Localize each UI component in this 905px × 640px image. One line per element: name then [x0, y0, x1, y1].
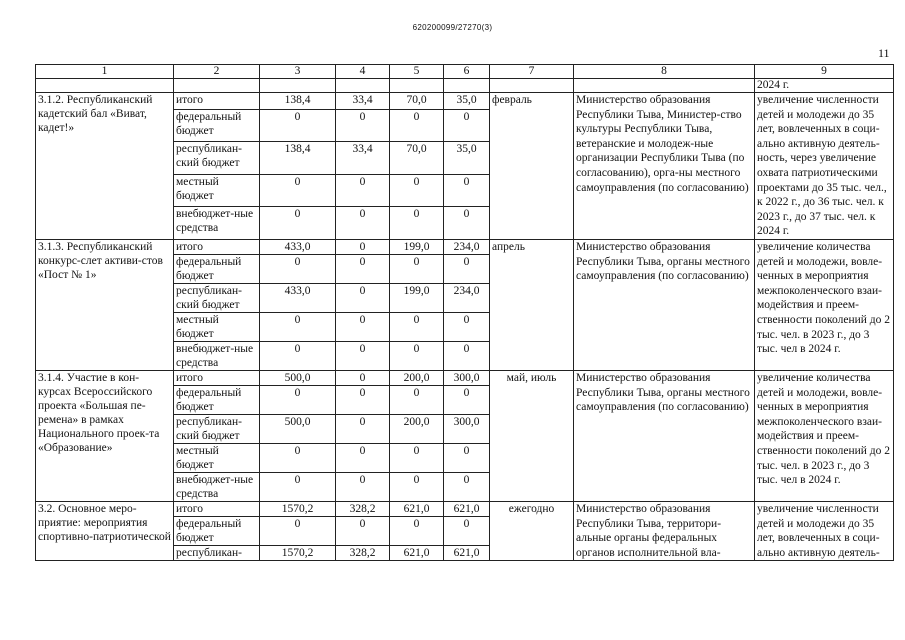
value-total: 0: [260, 341, 336, 370]
value-2023: 0: [390, 207, 444, 240]
value-2022: 328,2: [336, 501, 390, 516]
value-2022: 0: [336, 385, 390, 414]
value-2022: 328,2: [336, 546, 390, 561]
value-2024: 0: [444, 174, 490, 207]
executor: Министерство образования Республики Тыва, органы местного самоуправления (по согласованию): [574, 239, 755, 370]
value-2022: 0: [336, 207, 390, 240]
funding-source: федеральный бюджет: [174, 254, 260, 283]
value-2024: 300,0: [444, 370, 490, 385]
executor: Министерство образования Республики Тыва, территори-альные органы федеральных органов исполнительной вла-: [574, 501, 755, 560]
funding-source: внебюджет-ные средства: [174, 207, 260, 240]
value-total: 0: [260, 174, 336, 207]
value-2024: 0: [444, 341, 490, 370]
value-2022: 33,4: [336, 93, 390, 110]
value-total: 0: [260, 385, 336, 414]
column-header: 5: [390, 65, 444, 79]
value-2023: 0: [390, 254, 444, 283]
column-header: 4: [336, 65, 390, 79]
result: увеличение численности детей и молодежи до 35 лет, вовлеченных в соци-ально активную деятель-: [755, 501, 894, 560]
measure-name: 3.1.4. Участие в кон-курсах Всероссийского проекта «Большая пе-ремена» в рамках Национального проек-та «Образование»: [36, 370, 174, 501]
value-2023: 0: [390, 312, 444, 341]
value-2022: 0: [336, 443, 390, 472]
funding-source: республикан-ский бюджет: [174, 414, 260, 443]
value-2023: 70,0: [390, 142, 444, 175]
value-total: 0: [260, 109, 336, 142]
funding-source: местный бюджет: [174, 312, 260, 341]
value-2023: 621,0: [390, 501, 444, 516]
value-2022: 0: [336, 283, 390, 312]
value-2022: 0: [336, 370, 390, 385]
value-2024: 234,0: [444, 283, 490, 312]
value-total: 0: [260, 254, 336, 283]
measure-name: 3.2. Основное меро-приятие: мероприятия спортивно-патриотической: [36, 501, 174, 560]
table-row: [36, 501, 894, 516]
column-header: 8: [574, 65, 755, 79]
funding-source: республикан-ский бюджет: [174, 283, 260, 312]
value-2022: 0: [336, 254, 390, 283]
value-2023: 0: [390, 174, 444, 207]
value-2023: 0: [390, 385, 444, 414]
result: увеличение количества детей и молодежи, вовле-ченных в мероприятия межпоколенческого взаи-модействия и преем-ственности поколений до 2 тыс. чел. в 2023 г., до 3 тыс. чел в 2024 г.: [755, 239, 894, 370]
period: апрель: [490, 239, 574, 370]
funding-source: итого: [174, 93, 260, 110]
value-2022: 0: [336, 312, 390, 341]
value-total: 433,0: [260, 239, 336, 254]
measure-name: 3.1.3. Республиканский конкурс-слет активи-стов «Пост № 1»: [36, 239, 174, 370]
column-number-row: [36, 65, 894, 79]
funding-source: республикан-: [174, 546, 260, 561]
result: увеличение количества детей и молодежи, вовле-ченных в мероприятия межпоколенческого взаи-модействия и преем-ственности поколений до 2 тыс. чел. в 2023 г., до 3 тыс. чел в 2024 г.: [755, 370, 894, 501]
funding-source: местный бюджет: [174, 174, 260, 207]
funding-source: федеральный бюджет: [174, 517, 260, 546]
funding-source: итого: [174, 239, 260, 254]
value-total: 500,0: [260, 414, 336, 443]
value-2022: 33,4: [336, 142, 390, 175]
value-2022: 0: [336, 414, 390, 443]
funding-source: итого: [174, 370, 260, 385]
value-2024: 0: [444, 254, 490, 283]
value-2023: 200,0: [390, 414, 444, 443]
value-2023: 621,0: [390, 546, 444, 561]
value-2023: 199,0: [390, 239, 444, 254]
value-2023: 70,0: [390, 93, 444, 110]
result-continuation: 2024 г.: [755, 79, 894, 93]
funding-source: итого: [174, 501, 260, 516]
column-header: 3: [260, 65, 336, 79]
table-row: [36, 239, 894, 254]
value-2024: 234,0: [444, 239, 490, 254]
value-total: 1570,2: [260, 501, 336, 516]
column-header: 1: [36, 65, 174, 79]
executor: Министерство образования Республики Тыва, Министер-ство культуры Республики Тыва, ветеранские и молодеж-ные организации Республики Тыва (по согласованию), орга-ны местного самоуправления (по согласованию): [574, 93, 755, 240]
value-2023: 0: [390, 109, 444, 142]
value-total: 138,4: [260, 142, 336, 175]
value-2024: 621,0: [444, 546, 490, 561]
value-2022: 0: [336, 174, 390, 207]
value-total: 1570,2: [260, 546, 336, 561]
column-header: 2: [174, 65, 260, 79]
column-header: 6: [444, 65, 490, 79]
document-code: 620200099/27270(3): [412, 23, 493, 32]
value-2024: 0: [444, 385, 490, 414]
value-total: 0: [260, 207, 336, 240]
funding-source: федеральный бюджет: [174, 109, 260, 142]
period: ежегодно: [490, 501, 574, 560]
value-2024: 0: [444, 443, 490, 472]
page-number: 11: [878, 46, 890, 60]
value-2022: 0: [336, 239, 390, 254]
value-2023: 0: [390, 472, 444, 501]
value-2024: 0: [444, 472, 490, 501]
continuation-row: [36, 79, 894, 93]
column-header: 9: [755, 65, 894, 79]
table-row: [36, 93, 894, 110]
value-2024: 300,0: [444, 414, 490, 443]
value-total: 433,0: [260, 283, 336, 312]
executor: Министерство образования Республики Тыва, органы местного самоуправления (по согласованию): [574, 370, 755, 501]
value-2024: 35,0: [444, 93, 490, 110]
period: февраль: [490, 93, 574, 240]
value-2024: 621,0: [444, 501, 490, 516]
value-2024: 0: [444, 207, 490, 240]
value-2023: 200,0: [390, 370, 444, 385]
budget-table: [35, 64, 894, 561]
funding-source: республикан-ский бюджет: [174, 142, 260, 175]
value-total: 0: [260, 312, 336, 341]
value-2023: 0: [390, 517, 444, 546]
measure-name: 3.1.2. Республиканский кадетский бал «Виват, кадет!»: [36, 93, 174, 240]
value-total: 0: [260, 443, 336, 472]
value-2024: 35,0: [444, 142, 490, 175]
value-2022: 0: [336, 517, 390, 546]
value-2023: 199,0: [390, 283, 444, 312]
value-2024: 0: [444, 109, 490, 142]
funding-source: внебюджет-ные средства: [174, 341, 260, 370]
value-2024: 0: [444, 312, 490, 341]
value-2022: 0: [336, 341, 390, 370]
value-total: 500,0: [260, 370, 336, 385]
result: увеличение численности детей и молодежи до 35 лет, вовлеченных в соци-ально активную деятель-ность, через увеличение охвата патриотическими проектами до 35 тыс. чел., к 2022 г., до 36 тыс. чел. к 2023 г., до 37 тыс. чел. к 2024 г.: [755, 93, 894, 240]
value-2022: 0: [336, 472, 390, 501]
value-2024: 0: [444, 517, 490, 546]
table-row: [36, 370, 894, 385]
value-total: 0: [260, 517, 336, 546]
value-total: 138,4: [260, 93, 336, 110]
period: май, июль: [490, 370, 574, 501]
value-2023: 0: [390, 341, 444, 370]
funding-source: внебюджет-ные средства: [174, 472, 260, 501]
funding-source: местный бюджет: [174, 443, 260, 472]
funding-source: федеральный бюджет: [174, 385, 260, 414]
value-2023: 0: [390, 443, 444, 472]
value-total: 0: [260, 472, 336, 501]
column-header: 7: [490, 65, 574, 79]
value-2022: 0: [336, 109, 390, 142]
